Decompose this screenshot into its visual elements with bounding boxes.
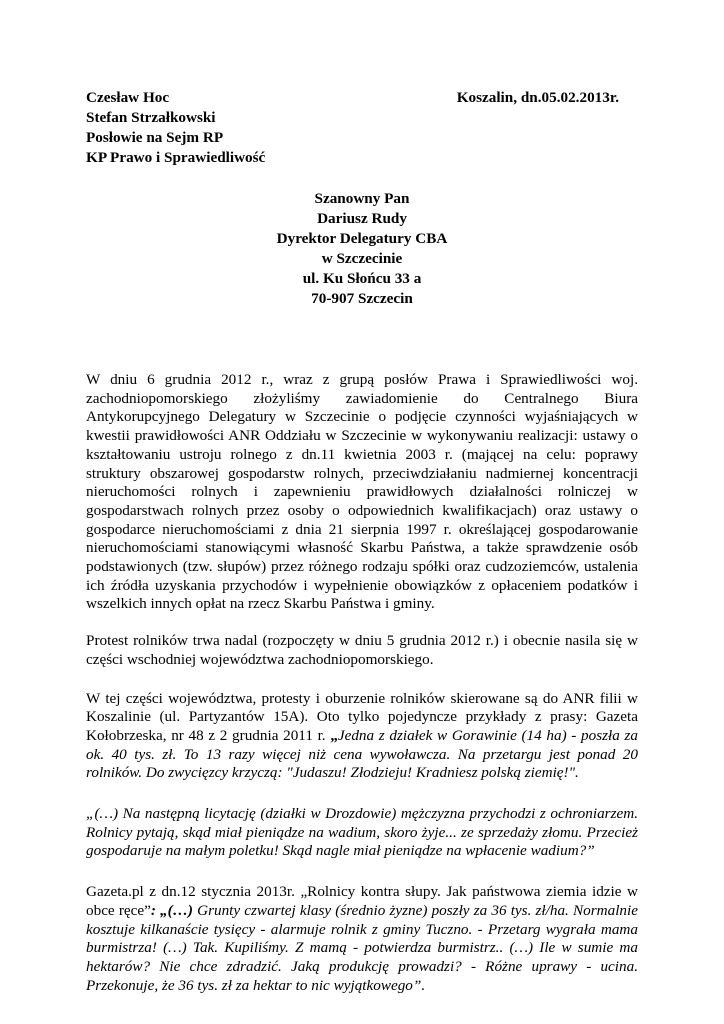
body-paragraph-1: W dniu 6 grudnia 2012 r., wraz z grupą posłów Prawa i Sprawiedliwości woj. zachodniopomorskiego złożyliśmy zawiadomienie do Centralnego Biura Antykorupcyjnego Delegatury w Szczecinie o podjęcie czynności wyjaśniających w kwestii prawidłowości ANR Oddziału w Szczecinie w wykonywaniu realizacji: ustawy o kształtowaniu ustroju rolnego z dn.11 kwietnia 2003 r. (mającej na celu: poprawy struktury obszarowej gospodarstw rolnych, przeciwdziałaniu nadmiernej koncentracji nieruchomości rolnych i zapewnieniu prawidłowych działalności rolniczej w gospodarstwach rolnych przez osoby o odpowiednich kwalifikacjach) oraz ustawy o gospodarce nieruchomościami z dnia 21 sierpnia 1997 r. określającej gospodarowanie nieruchomościami stanowiącymi własność Skarbu Państwa, a także sprawdzenie osób podstawionych (tzw. słupów) przez różnego rodzaju spółki oraz cudzoziemców, ustalenia ich źródła uzyskania przychodów i wypełnienie obowiązków z opłaceniem podatków i wszelkich innych opłat na rzecz Skarbu Państwa i gminy.: [86, 371, 638, 613]
body-paragraph-3: [86, 690, 638, 784]
recipient-salutation: Szanowny Pan: [314, 190, 410, 207]
recipient-title: Dyrektor Delegatury CBA: [276, 230, 448, 247]
paragraph-5-quote: Grunty czwartej klasy (średnio żyzne) poszły za 36 tys. zł/ha. Normalnie kosztuje kilkanaście tysięcy - alarmuje rolnik z gminy Tuczno. - Przetarg wygrała mama burmistrza! (…) Tak. Kupiliśmy. Z mamą - potwierdza burmistrz.. (…) Ile w sumie ma hektarów? Nie chce zdradzić. Jaką produkcję prowadzi? - Różne uprawy - ucina. Przekonuje, że 36 tys. zł za hektar to nic wyjątkowego”.: [86, 901, 638, 994]
paragraph-3-quote-mark: „: [330, 726, 338, 744]
paragraph-5-text: Gazeta.pl z dn.12 stycznia 2013r. „Rolnicy kontra słupy. Jak państwowa ziemia idzie w obce ręce”: [86, 883, 638, 919]
paragraph-3-quote: Jedna z działek w Gorawinie (14 ha) - poszła za ok. 40 tys. zł. To 13 razy więcej niż cena wywoławcza. Na przetargu jest ponad 20 rolników. Do zwycięzcy krzyczą: "Judaszu! Złodzieju! Kradniesz polską ziemię!".: [86, 726, 638, 782]
paragraph-3-text: W tej części województwa, protesty i oburzenie rolników skierowane są do ANR filii w Koszalinie (ul. Partyzantów 15A). Oto tylko pojedyncze przykłady z prasy: Gazeta Kołobrzeska, nr 48 z 2 grudnia 2011 r.: [86, 689, 638, 744]
body-paragraph-5: [86, 883, 638, 995]
body-paragraph-4: „(…) Na następną licytację (działki w Drozdowie) mężczyzna przychodzi z ochroniarzem. Rolnicy pytają, skąd miał pieniądze na wadium, skoro żyje... ze sprzedaży złomu. Przecież gospodaruje na małym poletku! Skąd nagle miał pieniądze na wpłacenie wadium?”: [86, 805, 638, 860]
recipient-street: ul. Ku Słońcu 33 a: [302, 270, 422, 287]
sender-block: [86, 88, 265, 168]
recipient-block: [180, 189, 544, 309]
sender-name-1: Czesław Hoc: [86, 89, 170, 106]
paragraph-5-quote-start: : „(…): [150, 901, 193, 919]
letter-body: [86, 371, 638, 1015]
body-paragraph-2: Protest rolników trwa nadal (rozpoczęty w dniu 5 grudnia 2012 r.) i obecnie nasila się w części wschodniej województwa zachodniopomorskiego.: [86, 632, 638, 668]
sender-title: Posłowie na Sejm RP: [86, 129, 224, 146]
recipient-city: w Szczecinie: [321, 250, 403, 267]
place-date: Koszalin, dn.05.02.2013r.: [456, 89, 619, 106]
recipient-postal: 70-907 Szczecin: [311, 290, 413, 307]
sender-club: KP Prawo i Sprawiedliwość: [86, 149, 266, 166]
sender-name-2: Stefan Strzałkowski: [86, 109, 216, 126]
recipient-name: Dariusz Rudy: [317, 210, 407, 227]
